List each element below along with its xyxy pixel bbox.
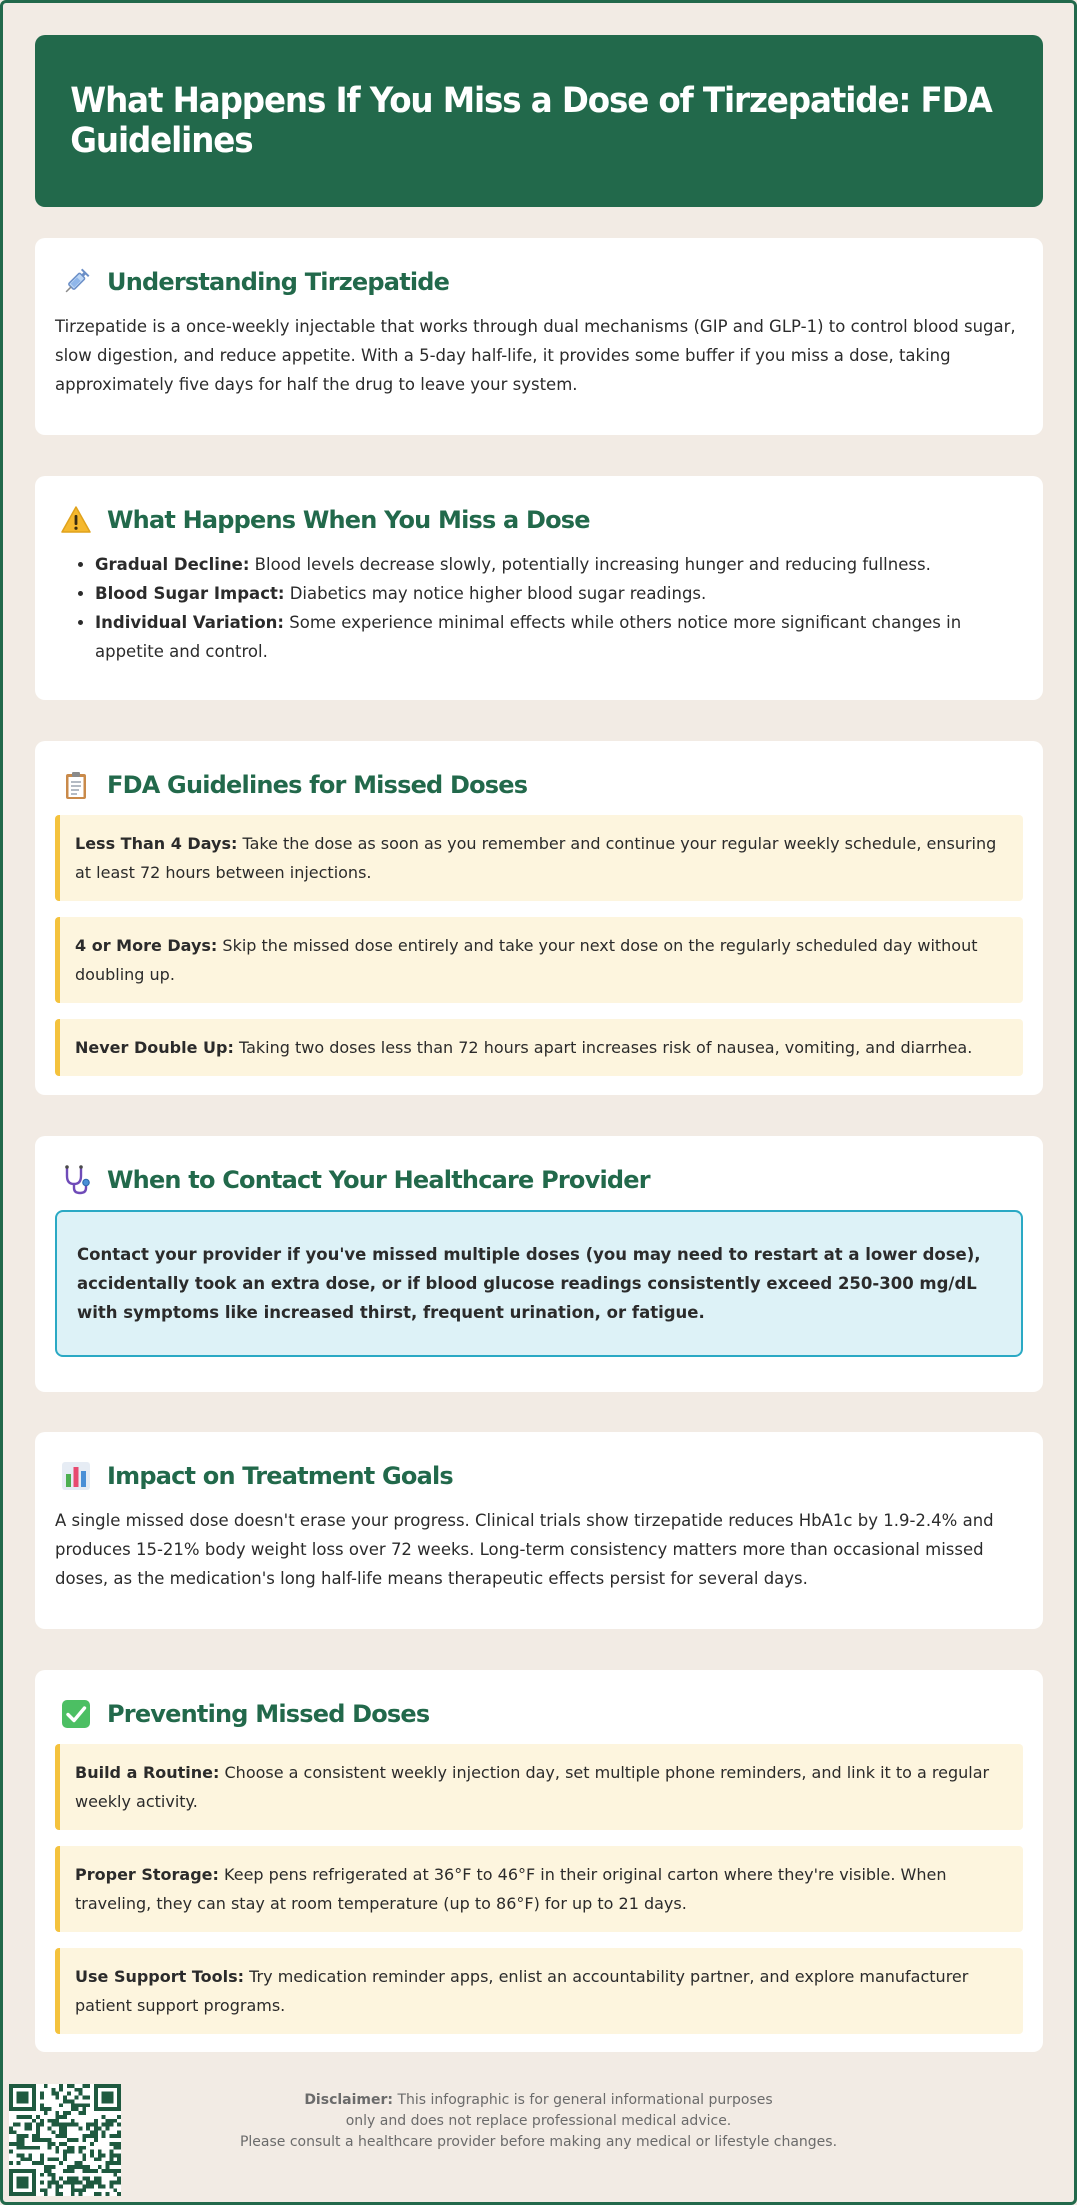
item-label: Individual Variation: bbox=[95, 613, 285, 632]
note-text: Keep pens refrigerated at 36°F to 46°F in their original carton where they're visible. When traveling, they can stay at room temperature (up to 86°F) for up to 21 days. bbox=[75, 1865, 947, 1913]
note-label: Never Double Up: bbox=[75, 1038, 234, 1057]
treatment-goals-text: A single missed dose doesn't erase your progress. Clinical trials show tirzepatide reduces HbA1c by 1.9-2.4% and produces 15-21% body weight loss over 72 weeks. Long-term consistency matters more than occasional missed doses, as the medication's long half-life means therapeutic effects persist for several days. bbox=[55, 1511, 994, 1588]
disclaimer-label: Disclaimer: bbox=[304, 2092, 393, 2108]
card-title-row bbox=[55, 765, 1023, 805]
item-text: Some experience minimal effects while others notice more significant changes in appetite and control. bbox=[95, 613, 962, 661]
note-label: Proper Storage: bbox=[75, 1865, 219, 1884]
fda-guidelines-card bbox=[35, 741, 1043, 1095]
note-text: Taking two doses less than 72 hours apart increases risk of nausea, vomiting, and diarrhea. bbox=[233, 1038, 973, 1057]
section-heading: When to Contact Your Healthcare Provider bbox=[107, 1166, 650, 1194]
note-text: Take the dose as soon as you remember and continue your regular weekly schedule, ensuring at least 72 hours between injections. bbox=[75, 834, 997, 882]
preventing-missed-doses-card bbox=[35, 1670, 1043, 2052]
prevention-note bbox=[55, 1846, 1023, 1932]
miss-dose-list bbox=[55, 550, 1023, 666]
treatment-goals-card bbox=[35, 1432, 1043, 1629]
note-text: Skip the missed dose entirely and take your next dose on the regularly scheduled day without doubling up. bbox=[75, 936, 978, 984]
list-item bbox=[95, 579, 1023, 608]
stethoscope-icon bbox=[59, 1163, 93, 1197]
checkmark-icon bbox=[59, 1697, 93, 1731]
disclaimer-text: This infographic is for general informational purposes bbox=[393, 2092, 773, 2108]
guideline-note bbox=[55, 917, 1023, 1003]
list-item bbox=[95, 550, 1023, 579]
bar-chart-icon bbox=[59, 1459, 93, 1493]
qr-code[interactable] bbox=[9, 2084, 121, 2196]
section-heading: What Happens When You Miss a Dose bbox=[107, 506, 590, 534]
guideline-note bbox=[55, 1019, 1023, 1076]
prevention-note bbox=[55, 1948, 1023, 2034]
item-label: Gradual Decline: bbox=[95, 555, 250, 574]
warning-icon bbox=[59, 503, 93, 537]
item-label: Blood Sugar Impact: bbox=[95, 584, 285, 603]
disclaimer-line: only and does not replace professional medical advice. bbox=[345, 2113, 732, 2129]
page-title: What Happens If You Miss a Dose of Tirzepatide: FDA Guidelines bbox=[70, 81, 992, 161]
understanding-text: Tirzepatide is a once-weekly injectable that works through dual mechanisms (GIP and GLP-1) to control blood sugar, slow digestion, and reduce appetite. With a 5-day half-life, it provides some buffer if you miss a dose, taking approximately five days for half the drug to leave your system. bbox=[55, 317, 1016, 394]
guideline-note bbox=[55, 815, 1023, 901]
page-header bbox=[35, 35, 1043, 207]
item-text: Diabetics may notice higher blood sugar readings. bbox=[284, 584, 707, 603]
disclaimer-line bbox=[200, 2090, 877, 2111]
section-heading: Preventing Missed Doses bbox=[107, 1700, 430, 1728]
syringe-icon bbox=[59, 265, 93, 299]
note-text: Try medication reminder apps, enlist an accountability partner, and explore manufacturer patient support programs. bbox=[75, 1967, 969, 2015]
note-label: Build a Routine: bbox=[75, 1763, 220, 1782]
card-title-row bbox=[55, 500, 1023, 540]
note-text: Choose a consistent weekly injection day, set multiple phone reminders, and link it to a regular weekly activity. bbox=[75, 1763, 990, 1811]
miss-dose-card bbox=[35, 476, 1043, 700]
note-label: 4 or More Days: bbox=[75, 936, 218, 955]
prevention-note bbox=[55, 1744, 1023, 1830]
section-heading: Understanding Tirzepatide bbox=[107, 268, 450, 296]
note-label: Use Support Tools: bbox=[75, 1967, 245, 1986]
clipboard-icon bbox=[59, 768, 93, 802]
contact-provider-callout: Contact your provider if you've missed multiple doses (you may need to restart at a lower dose), accidentally took an extra dose, or if blood glucose readings consistently exceed 250-300 mg/dL with symptoms like increased thirst, frequent urination, or fatigue. bbox=[55, 1210, 1023, 1357]
list-item bbox=[95, 608, 1023, 666]
contact-provider-card bbox=[35, 1136, 1043, 1392]
note-label: Less Than 4 Days: bbox=[75, 834, 238, 853]
card-title-row bbox=[55, 1456, 1023, 1496]
item-text: Blood levels decrease slowly, potentially increasing hunger and reducing fullness. bbox=[249, 555, 931, 574]
card-title-row bbox=[55, 1694, 1023, 1734]
card-title-row bbox=[55, 262, 1023, 302]
footer-disclaimer bbox=[200, 2090, 877, 2153]
section-heading: Impact on Treatment Goals bbox=[107, 1462, 453, 1490]
understanding-card bbox=[35, 238, 1043, 435]
disclaimer-line: Please consult a healthcare provider before making any medical or lifestyle changes. bbox=[239, 2134, 838, 2150]
section-heading: FDA Guidelines for Missed Doses bbox=[107, 771, 528, 799]
card-title-row bbox=[55, 1160, 1023, 1200]
